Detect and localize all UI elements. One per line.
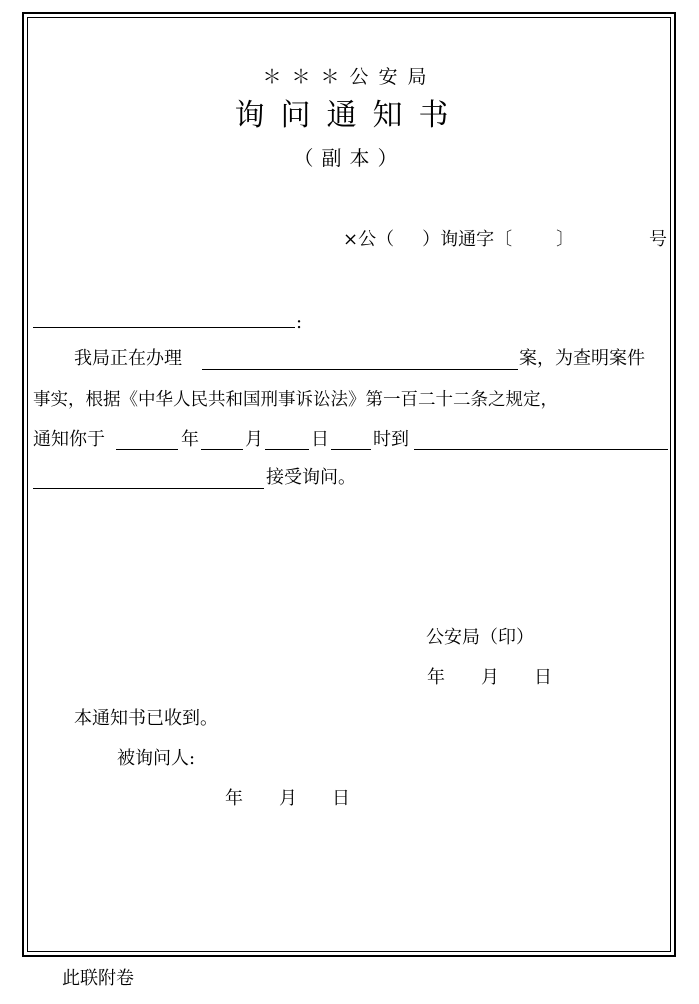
- doc-number: [343, 229, 574, 251]
- doc-number-bracket-close: 〕: [556, 229, 575, 250]
- copy-label: （副本）: [293, 146, 406, 170]
- seal-month: 月: [481, 667, 499, 688]
- addressee-colon: :: [296, 312, 303, 333]
- seal-year: 年: [427, 667, 445, 688]
- seal-label: 公安局（印）: [426, 627, 534, 648]
- addressee-blank[interactable]: [33, 327, 295, 328]
- receipt-year: 年: [225, 788, 243, 809]
- body-line3-lead: 通知你于: [33, 429, 105, 450]
- body-line1-lead: 我局正在办理: [74, 348, 182, 369]
- month-blank[interactable]: [201, 449, 243, 450]
- agency-name: ＊＊＊公安局: [262, 66, 437, 88]
- receipt-day: 日: [332, 788, 350, 809]
- document-title: 询问通知书: [234, 98, 465, 133]
- location-blank-1[interactable]: [414, 449, 668, 450]
- footer-note: 此联附卷: [62, 968, 134, 989]
- seal-day: 日: [534, 667, 552, 688]
- month-label: 月: [245, 429, 263, 450]
- location-blank-2[interactable]: [33, 488, 264, 489]
- day-blank[interactable]: [265, 449, 309, 450]
- body-line1-tail: 案，为查明案件: [519, 348, 645, 369]
- hour-label: 时到: [373, 429, 409, 450]
- year-label: 年: [181, 429, 199, 450]
- case-name-blank[interactable]: [202, 369, 518, 370]
- hour-blank[interactable]: [331, 449, 371, 450]
- day-label: 日: [311, 429, 329, 450]
- body-line2: 事实，根据《中华人民共和国刑事诉讼法》第一百二十二条之规定，: [33, 390, 558, 410]
- receipt-month: 月: [279, 788, 297, 809]
- receipt-person: 被询问人:: [117, 748, 196, 769]
- body-line4-tail: 接受询问。: [266, 467, 356, 488]
- doc-number-middle: ）询通字〔: [422, 229, 513, 250]
- doc-number-suffix: 号: [649, 229, 667, 250]
- doc-number-prefix: ×公（: [343, 229, 395, 250]
- receipt-received: 本通知书已收到。: [74, 708, 218, 729]
- year-blank[interactable]: [116, 449, 178, 450]
